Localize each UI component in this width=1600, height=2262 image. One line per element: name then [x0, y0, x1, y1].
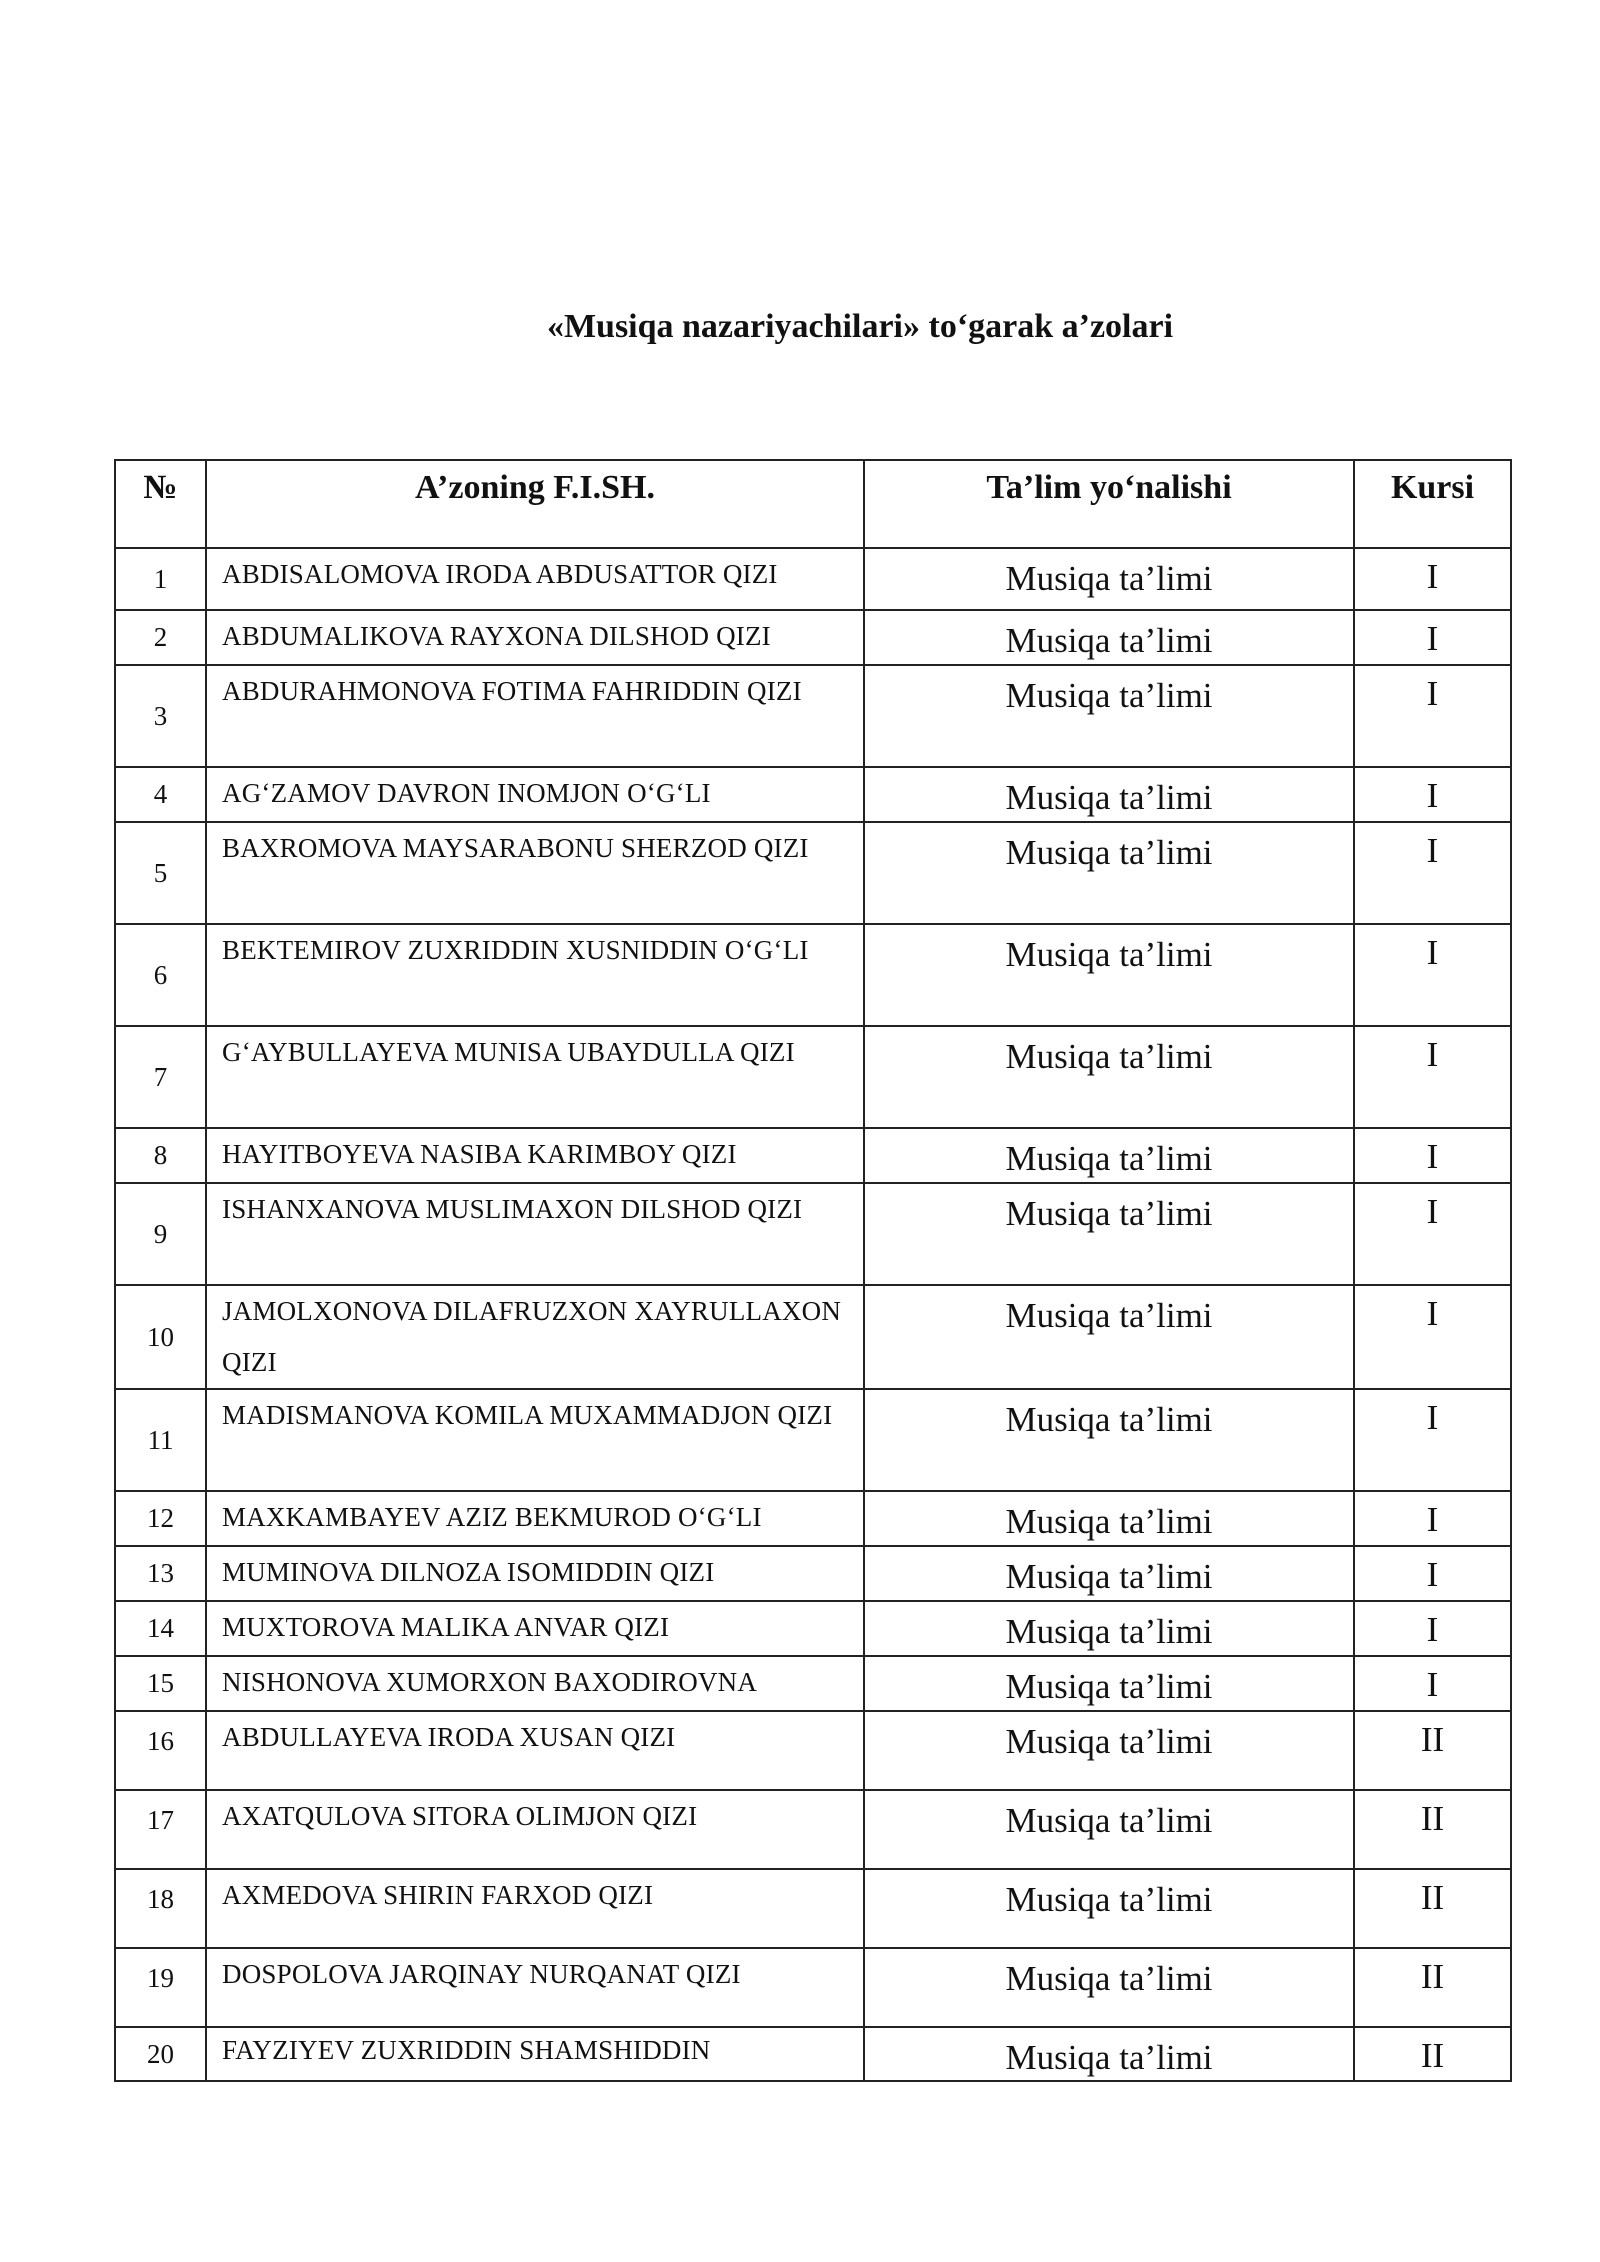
row-number: 11 — [115, 1389, 206, 1491]
member-name: MUMINOVA DILNOZA ISOMIDDIN QIZI — [206, 1546, 864, 1601]
table-row — [115, 822, 1511, 924]
course-year: I — [1354, 1656, 1511, 1711]
member-name: AG‘ZAMOV DAVRON INOMJON O‘G‘LI — [206, 767, 864, 822]
member-name: G‘AYBULLAYEVA MUNISA UBAYDULLA QIZI — [206, 1026, 864, 1128]
course-year: I — [1354, 1546, 1511, 1601]
member-name: BAXROMOVA MAYSARABONU SHERZOD QIZI — [206, 822, 864, 924]
member-name: AXMEDOVA SHIRIN FARXOD QIZI — [206, 1869, 864, 1948]
row-number: 8 — [115, 1128, 206, 1183]
course-year: I — [1354, 1285, 1511, 1389]
row-number: 2 — [115, 610, 206, 665]
course-year: I — [1354, 767, 1511, 822]
row-number: 3 — [115, 665, 206, 767]
education-direction: Musiqa ta’limi — [864, 1183, 1354, 1285]
members-table — [114, 459, 1512, 2082]
education-direction: Musiqa ta’limi — [864, 665, 1354, 767]
education-direction: Musiqa ta’limi — [864, 924, 1354, 1026]
table-row — [115, 1601, 1511, 1656]
header-name: A’zoning F.I.SH. — [206, 460, 864, 548]
course-year: I — [1354, 1491, 1511, 1546]
education-direction: Musiqa ta’limi — [864, 1948, 1354, 2027]
table-row — [115, 1026, 1511, 1128]
page-title: «Musiqa nazariyachilari» to‘garak a’zolari — [546, 308, 1174, 345]
course-year: I — [1354, 1026, 1511, 1128]
table-row — [115, 1128, 1511, 1183]
row-number: 15 — [115, 1656, 206, 1711]
member-name: MUXTOROVA MALIKA ANVAR QIZI — [206, 1601, 864, 1656]
member-name: ISHANXANOVA MUSLIMAXON DILSHOD QIZI — [206, 1183, 864, 1285]
course-year: I — [1354, 548, 1511, 610]
member-name: MAXKAMBAYEV AZIZ BEKMUROD O‘G‘LI — [206, 1491, 864, 1546]
row-number: 18 — [115, 1869, 206, 1948]
education-direction: Musiqa ta’limi — [864, 1389, 1354, 1491]
member-name: JAMOLXONOVA DILAFRUZXON XAYRULLAXON QIZI — [206, 1285, 864, 1389]
education-direction: Musiqa ta’limi — [864, 610, 1354, 665]
member-name: NISHONOVA XUMORXON BAXODIROVNA — [206, 1656, 864, 1711]
member-name: DOSPOLOVA JARQINAY NURQANAT QIZI — [206, 1948, 864, 2027]
table-row — [115, 1869, 1511, 1948]
member-name: HAYITBOYEVA NASIBA KARIMBOY QIZI — [206, 1128, 864, 1183]
education-direction: Musiqa ta’limi — [864, 1656, 1354, 1711]
course-year: I — [1354, 1183, 1511, 1285]
course-year: I — [1354, 1389, 1511, 1491]
education-direction: Musiqa ta’limi — [864, 1601, 1354, 1656]
row-number: 9 — [115, 1183, 206, 1285]
member-name: ABDISALOMOVA IRODA ABDUSATTOR QIZI — [206, 548, 864, 610]
member-name: AXATQULOVA SITORA OLIMJON QIZI — [206, 1790, 864, 1869]
education-direction: Musiqa ta’limi — [864, 1711, 1354, 1790]
table-row — [115, 1790, 1511, 1869]
education-direction: Musiqa ta’limi — [864, 1869, 1354, 1948]
course-year: I — [1354, 924, 1511, 1026]
table-row — [115, 610, 1511, 665]
table-row — [115, 1183, 1511, 1285]
member-name: FAYZIYEV ZUXRIDDIN SHAMSHIDDIN — [206, 2027, 864, 2081]
course-year: II — [1354, 2027, 1511, 2081]
course-year: I — [1354, 665, 1511, 767]
table-row — [115, 1948, 1511, 2027]
course-year: I — [1354, 822, 1511, 924]
row-number: 14 — [115, 1601, 206, 1656]
education-direction: Musiqa ta’limi — [864, 548, 1354, 610]
table-row — [115, 1546, 1511, 1601]
course-year: II — [1354, 1948, 1511, 2027]
course-year: I — [1354, 1128, 1511, 1183]
table-row — [115, 767, 1511, 822]
table-header-row — [115, 460, 1511, 548]
header-number: № — [115, 460, 206, 548]
row-number: 19 — [115, 1948, 206, 2027]
course-year: I — [1354, 610, 1511, 665]
table-row — [115, 2027, 1511, 2081]
member-name: ABDULLAYEVA IRODA XUSAN QIZI — [206, 1711, 864, 1790]
row-number: 4 — [115, 767, 206, 822]
row-number: 7 — [115, 1026, 206, 1128]
table-row — [115, 1656, 1511, 1711]
education-direction: Musiqa ta’limi — [864, 1285, 1354, 1389]
row-number: 13 — [115, 1546, 206, 1601]
row-number: 12 — [115, 1491, 206, 1546]
course-year: II — [1354, 1790, 1511, 1869]
education-direction: Musiqa ta’limi — [864, 767, 1354, 822]
table-row — [115, 924, 1511, 1026]
education-direction: Musiqa ta’limi — [864, 822, 1354, 924]
table-row — [115, 1389, 1511, 1491]
education-direction: Musiqa ta’limi — [864, 1026, 1354, 1128]
row-number: 10 — [115, 1285, 206, 1389]
table-row — [115, 665, 1511, 767]
table-row — [115, 1711, 1511, 1790]
education-direction: Musiqa ta’limi — [864, 1491, 1354, 1546]
member-name: ABDUMALIKOVA RAYXONA DILSHOD QIZI — [206, 610, 864, 665]
row-number: 20 — [115, 2027, 206, 2081]
header-course: Kursi — [1354, 460, 1511, 548]
education-direction: Musiqa ta’limi — [864, 1790, 1354, 1869]
course-year: II — [1354, 1869, 1511, 1948]
member-name: MADISMANOVA KOMILA MUXAMMADJON QIZI — [206, 1389, 864, 1491]
table-row — [115, 548, 1511, 610]
row-number: 1 — [115, 548, 206, 610]
row-number: 16 — [115, 1711, 206, 1790]
row-number: 5 — [115, 822, 206, 924]
member-name: BEKTEMIROV ZUXRIDDIN XUSNIDDIN O‘G‘LI — [206, 924, 864, 1026]
member-name: ABDURAHMONOVA FOTIMA FAHRIDDIN QIZI — [206, 665, 864, 767]
education-direction: Musiqa ta’limi — [864, 2027, 1354, 2081]
row-number: 17 — [115, 1790, 206, 1869]
table-row — [115, 1491, 1511, 1546]
course-year: II — [1354, 1711, 1511, 1790]
table-row — [115, 1285, 1511, 1389]
row-number: 6 — [115, 924, 206, 1026]
education-direction: Musiqa ta’limi — [864, 1128, 1354, 1183]
education-direction: Musiqa ta’limi — [864, 1546, 1354, 1601]
header-direction: Ta’lim yo‘nalishi — [864, 460, 1354, 548]
course-year: I — [1354, 1601, 1511, 1656]
